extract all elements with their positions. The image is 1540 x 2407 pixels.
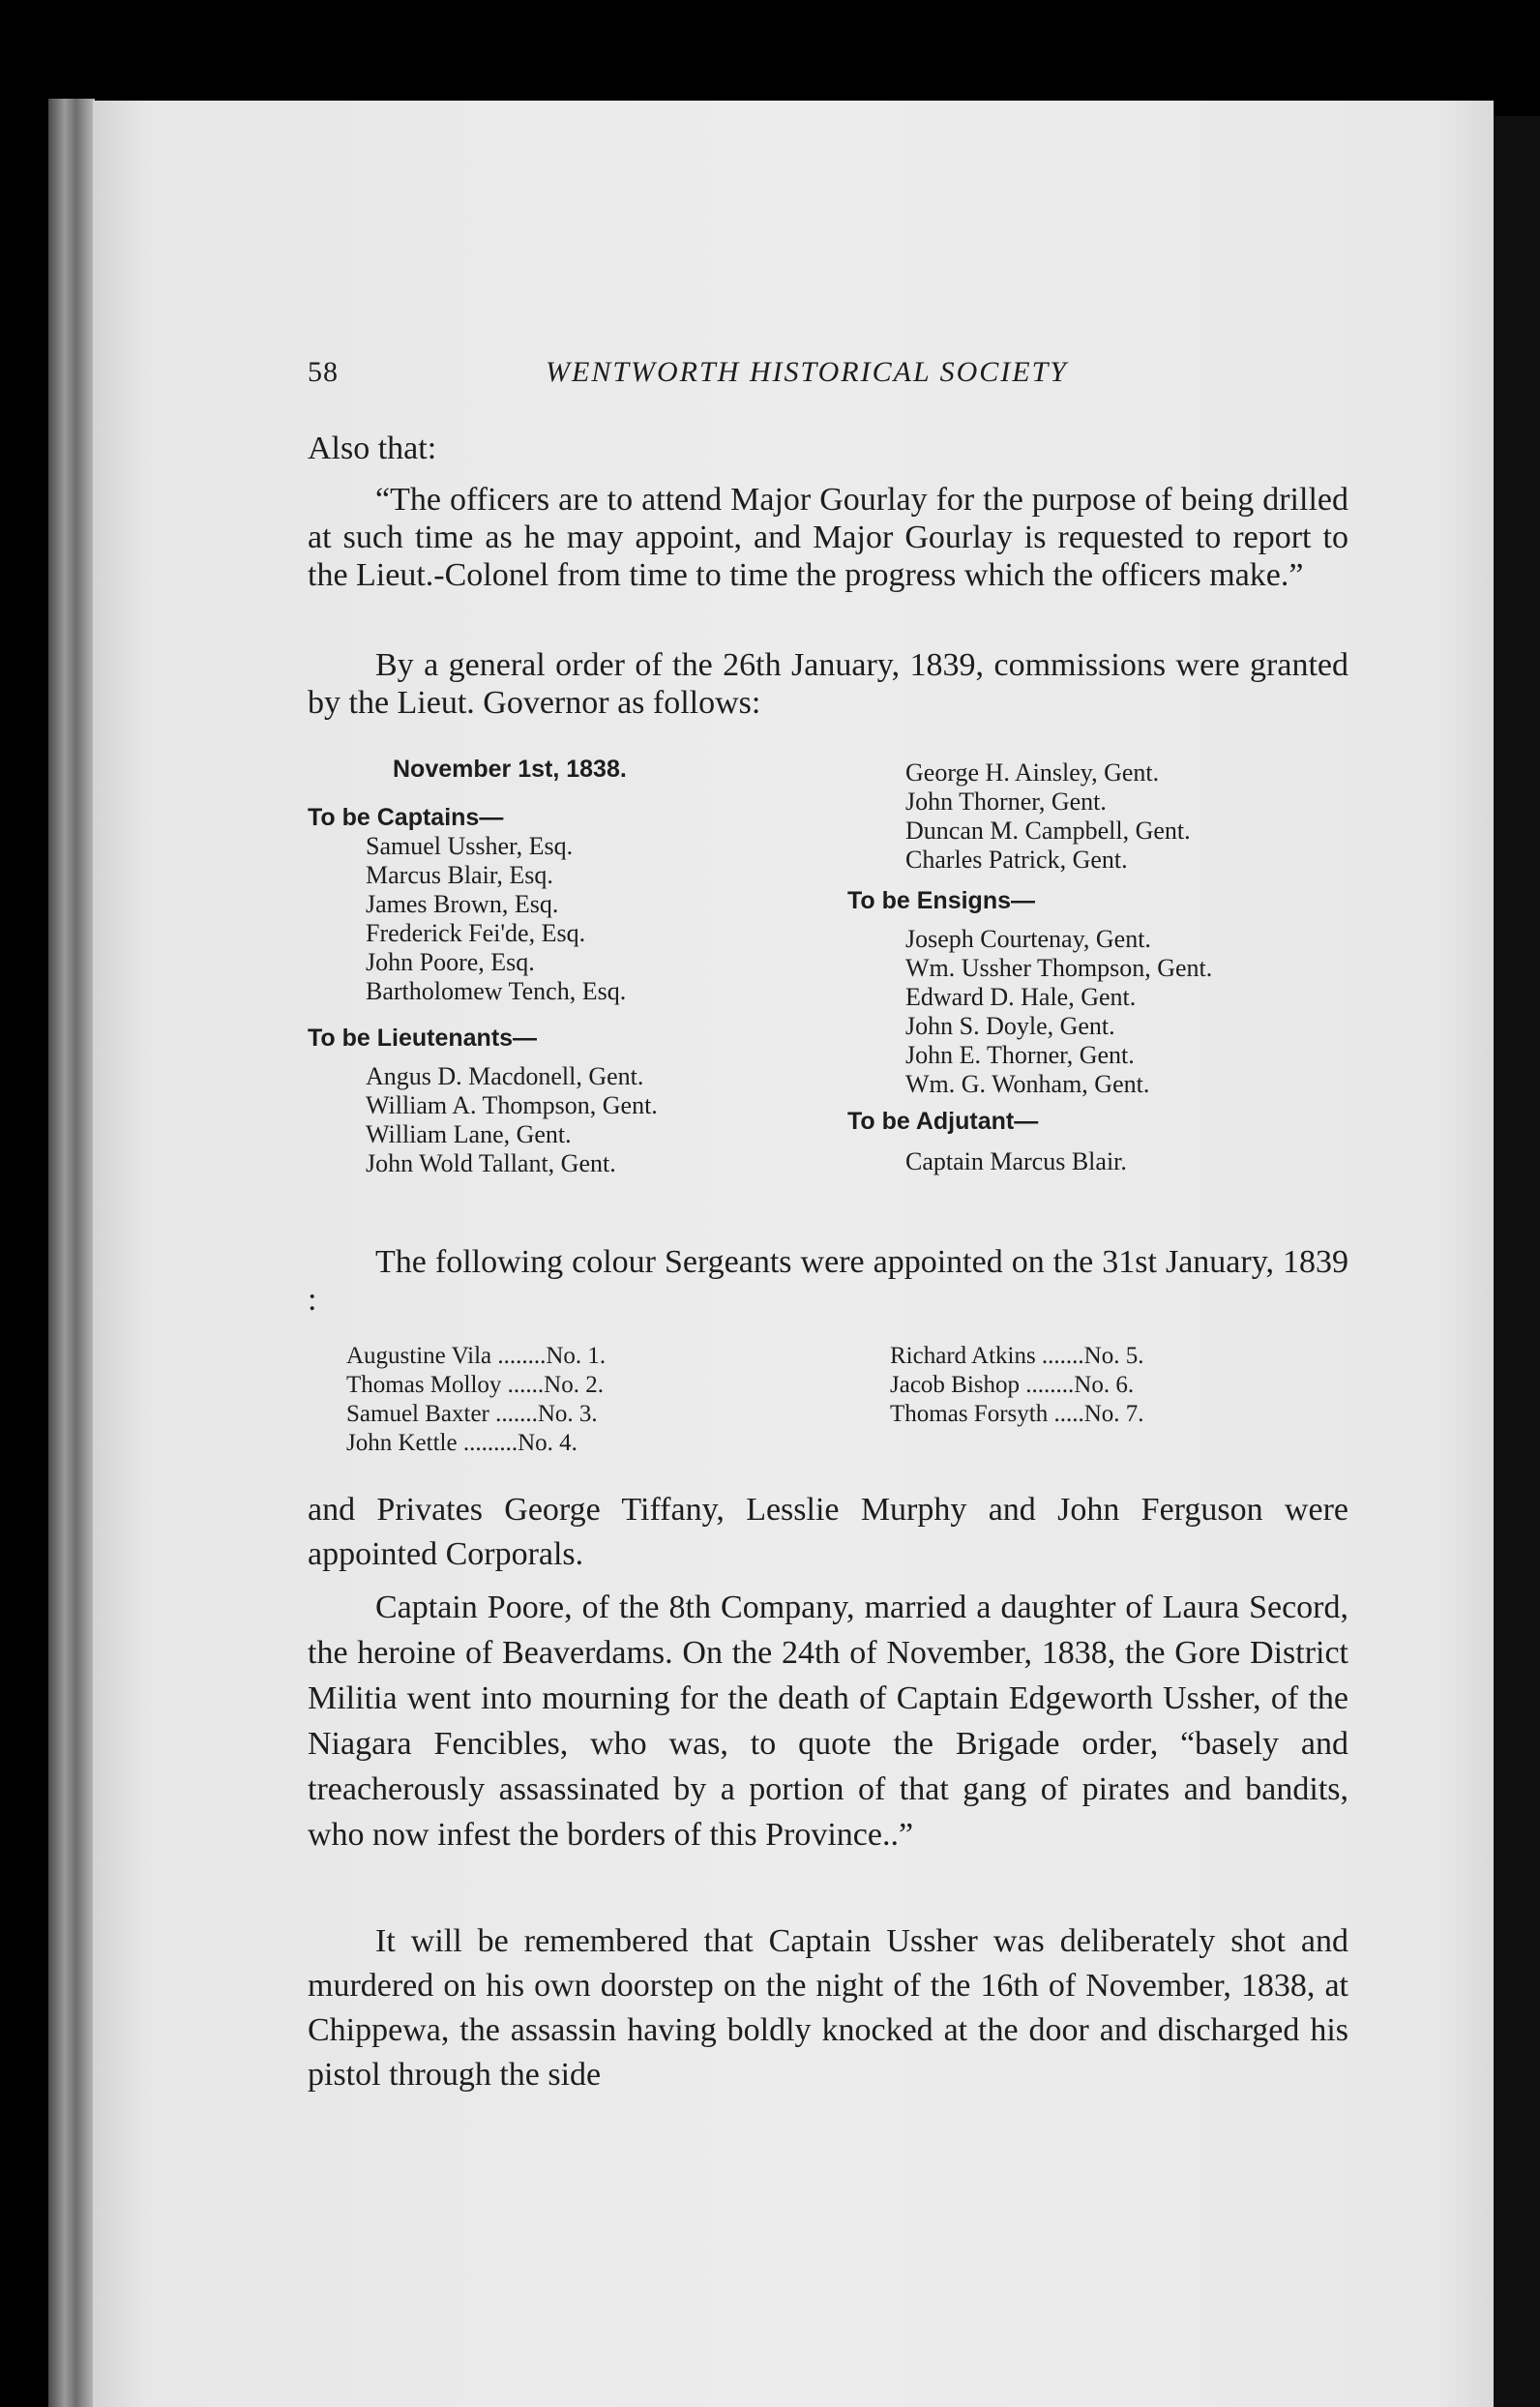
list-item: John Thorner, Gent. bbox=[905, 787, 1107, 816]
list-item: Wm. G. Wonham, Gent. bbox=[905, 1070, 1150, 1098]
sergeant-entry: Samuel Baxter .......No. 3. bbox=[346, 1401, 598, 1427]
list-item: Joseph Courtenay, Gent. bbox=[905, 925, 1151, 953]
sergeants-right-column bbox=[890, 1342, 1345, 1429]
list-item: William Lane, Gent. bbox=[366, 1120, 572, 1148]
lieutenants-heading: To be Lieutenants— bbox=[308, 1025, 538, 1052]
list-item: Edward D. Hale, Gent. bbox=[905, 983, 1137, 1011]
list-item: Wm. Ussher Thompson, Gent. bbox=[905, 954, 1213, 982]
list-item: George H. Ainsley, Gent. bbox=[905, 758, 1160, 787]
sergeants-left-column bbox=[346, 1342, 791, 1458]
list-item: Angus D. Macdonell, Gent. bbox=[366, 1062, 644, 1090]
sergeants-paragraph: The following colour Sergeants were appointed on the 31st January, 1839 : bbox=[308, 1244, 1348, 1318]
sergeant-entry: Thomas Forsyth .....No. 7. bbox=[890, 1401, 1144, 1427]
sergeant-entry: Thomas Molloy ......No. 2. bbox=[346, 1372, 604, 1398]
running-head bbox=[308, 354, 1352, 397]
ensigns-heading: To be Ensigns— bbox=[847, 887, 1035, 914]
list-item: Charles Patrick, Gent. bbox=[905, 846, 1128, 874]
binding-shadow bbox=[1494, 116, 1540, 2407]
order-paragraph: By a general order of the 26th January, 1839, commissions were granted by the Lieut. Governor as follows: bbox=[308, 647, 1348, 721]
intro-line: Also that: bbox=[308, 431, 437, 466]
page-number: 58 bbox=[308, 356, 339, 388]
commissions-right-column bbox=[847, 758, 1350, 1176]
sergeant-entry: John Kettle .........No. 4. bbox=[346, 1430, 578, 1456]
corporals-paragraph: and Privates George Tiffany, Lesslie Murphy and John Ferguson were appointed Corporals. bbox=[308, 1492, 1348, 1572]
adjutant-heading: To be Adjutant— bbox=[847, 1108, 1039, 1135]
list-item: Samuel Ussher, Esq. bbox=[366, 832, 574, 860]
quote-paragraph: “The officers are to attend Major Gourlay for the purpose of being drilled at such time as he may appoint, and Major Gourlay is requested to report to the Lieut.-Colonel from time to time the progress which the officers make.” bbox=[308, 482, 1348, 593]
captains-heading: To be Captains— bbox=[308, 804, 504, 831]
list-item: Marcus Blair, Esq. bbox=[366, 861, 553, 889]
commissions-left-column bbox=[308, 755, 830, 1178]
page-edge bbox=[48, 99, 95, 2407]
list-item: John Wold Tallant, Gent. bbox=[366, 1149, 616, 1177]
list-item: John S. Doyle, Gent. bbox=[905, 1012, 1115, 1040]
list-item: James Brown, Esq. bbox=[366, 890, 559, 918]
sergeant-entry: Jacob Bishop ........No. 6. bbox=[890, 1372, 1135, 1398]
list-item: Frederick Fei'de, Esq. bbox=[366, 919, 586, 947]
poore-paragraph: Captain Poore, of the 8th Company, married a daughter of Laura Secord, the heroine of Beaverdams. On the 24th of November, 1838, the Gore District Militia went into mourning for the death of Captain Edgeworth Ussher, of the Niagara Fencibles, who was, to quote the Brigade order, “basely and treacherously assassinated by a portion of that gang of pirates and bandits, who now infest the borders of this Province..” bbox=[308, 1590, 1348, 1853]
list-item: Bartholomew Tench, Esq. bbox=[366, 977, 627, 1005]
list-item: William A. Thompson, Gent. bbox=[366, 1091, 658, 1119]
sergeant-entry: Richard Atkins .......No. 5. bbox=[890, 1343, 1144, 1369]
journal-title: WENTWORTH HISTORICAL SOCIETY bbox=[546, 356, 1068, 388]
commission-date: November 1st, 1838. bbox=[393, 756, 627, 783]
sergeant-entry: Augustine Vila ........No. 1. bbox=[346, 1343, 607, 1369]
ussher-paragraph: It will be remembered that Captain Ussher was deliberately shot and murdered on his own doorstep on the night of the 16th of November, 1838, at Chippewa, the assassin having boldly knocked at the door and discharged his pistol through the side bbox=[308, 1923, 1348, 2093]
list-item: Duncan M. Campbell, Gent. bbox=[905, 817, 1191, 845]
list-item: John Poore, Esq. bbox=[366, 948, 535, 976]
list-item: Captain Marcus Blair. bbox=[905, 1147, 1127, 1175]
list-item: John E. Thorner, Gent. bbox=[905, 1041, 1135, 1069]
